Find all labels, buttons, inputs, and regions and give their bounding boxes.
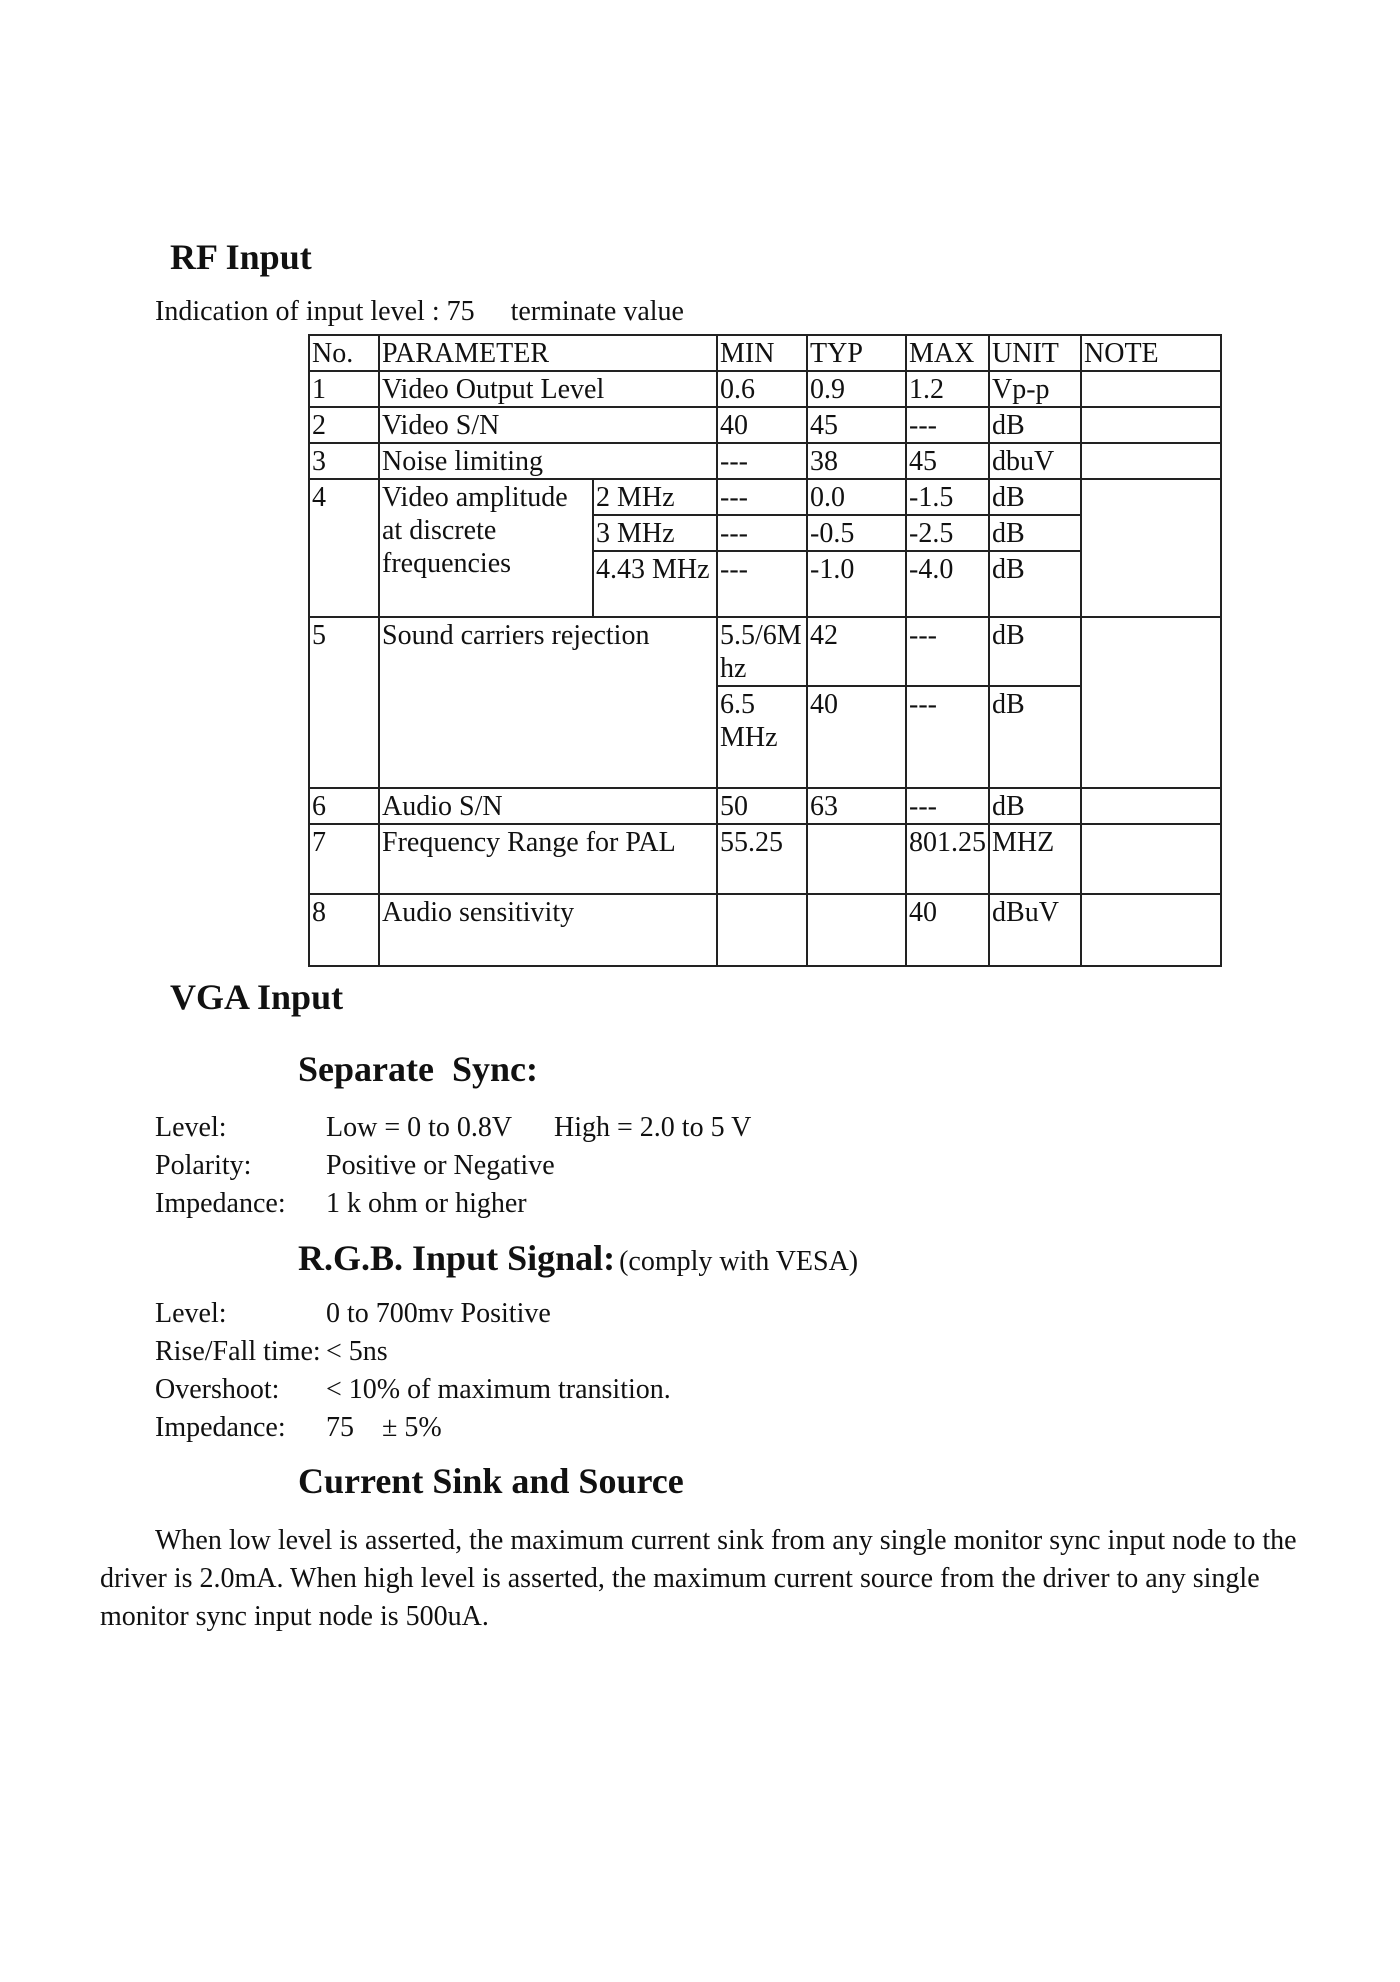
cell-min: 5.5/6Mhz [717,617,807,686]
header-parameter: PARAMETER [379,335,717,371]
cell-unit: dB [989,551,1081,617]
current-sink-paragraph: When low level is asserted, the maximum current sink from any single monitor sync input node to the driver is 2.0mA. When high level is asserted, the maximum current source from the driver to any single monitor sync input node is 500uA. [100,1525,1297,1632]
rf-input-title: RF Input [170,237,312,277]
cell-max: -2.5 [906,515,989,551]
cell-min: --- [717,443,807,479]
cell-typ: 45 [807,407,906,443]
cell-unit: dB [989,515,1081,551]
rgb-impedance-row [155,1409,1055,1447]
cell-parameter: Video amplitude at discrete frequencies [379,479,593,617]
sync-polarity-label: Polarity: [155,1150,252,1181]
cell-no: 5 [309,617,379,788]
sync-impedance-label: Impedance: [155,1188,286,1219]
rgb-signal-title: R.G.B. Input Signal: [298,1238,616,1278]
cell-typ: 63 [807,788,906,824]
cell-max: -1.5 [906,479,989,515]
cell-parameter: Noise limiting [379,443,717,479]
header-min: MIN [717,335,807,371]
cell-max: --- [906,407,989,443]
cell-min: 6.5 MHz [717,686,807,788]
current-sink-title: Current Sink and Source [298,1461,684,1501]
cell-typ: -0.5 [807,515,906,551]
cell-note [1081,788,1221,824]
cell-parameter: Audio sensitivity [379,894,717,966]
cell-typ: 42 [807,617,906,686]
sync-polarity-value: Positive or Negative [326,1150,555,1181]
cell-typ: -1.0 [807,551,906,617]
cell-min: --- [717,551,807,617]
rgb-rise-value: < 5ns [326,1336,388,1367]
cell-max: 45 [906,443,989,479]
header-typ: TYP [807,335,906,371]
sync-level-high: High = 2.0 to 5 V [554,1112,752,1143]
rgb-signal-heading [298,1237,858,1279]
cell-no: 6 [309,788,379,824]
cell-no: 1 [309,371,379,407]
rgb-overshoot-value: < 10% of maximum transition. [326,1374,671,1405]
cell-note [1081,371,1221,407]
cell-no: 8 [309,894,379,966]
cell-frequency: 3 MHz [593,515,717,551]
cell-note [1081,894,1221,966]
header-unit: UNIT [989,335,1081,371]
cell-unit: dB [989,788,1081,824]
cell-min: --- [717,479,807,515]
cell-no: 3 [309,443,379,479]
cell-no: 4 [309,479,379,617]
cell-min [717,894,807,966]
rgb-level-row [155,1295,1055,1333]
rgb-rise-row [155,1333,1055,1371]
rgb-impedance-value: 75 ± 5% [326,1412,442,1443]
sync-impedance-value: 1 k ohm or higher [326,1188,527,1219]
cell-max: 1.2 [906,371,989,407]
rgb-signal-note: (comply with VESA) [619,1246,859,1277]
cell-note [1081,824,1221,894]
rgb-impedance-label: Impedance: [155,1412,286,1443]
cell-note [1081,617,1221,788]
cell-parameter: Audio S/N [379,788,717,824]
cell-no: 2 [309,407,379,443]
cell-unit: Vp-p [989,371,1081,407]
cell-unit: MHZ [989,824,1081,894]
cell-typ [807,824,906,894]
table-row [309,371,1221,407]
cell-min: --- [717,515,807,551]
header-max: MAX [906,335,989,371]
cell-max: 40 [906,894,989,966]
vga-input-title: VGA Input [170,977,344,1017]
cell-note [1081,479,1221,617]
table-row [309,617,1221,686]
rf-note-suffix: terminate value [510,296,684,327]
cell-unit: dB [989,407,1081,443]
table-row [309,479,1221,515]
header-no: No. [309,335,379,371]
sync-polarity-row [155,1147,1055,1185]
rgb-overshoot-row [155,1371,1055,1409]
cell-typ [807,894,906,966]
rgb-level-label: Level: [155,1298,227,1329]
rgb-overshoot-label: Overshoot: [155,1374,280,1405]
table-row [309,407,1221,443]
cell-typ: 0.9 [807,371,906,407]
cell-max: --- [906,617,989,686]
table-header-row [309,335,1221,371]
sync-level-low: Low = 0 to 0.8V [326,1112,513,1143]
cell-parameter: Video S/N [379,407,717,443]
sync-impedance-row [155,1185,1055,1223]
cell-unit: dB [989,617,1081,686]
cell-min: 50 [717,788,807,824]
cell-frequency: 2 MHz [593,479,717,515]
cell-parameter: Video Output Level [379,371,717,407]
cell-unit: dBuV [989,894,1081,966]
rf-spec-table [308,334,1222,967]
table-row [309,788,1221,824]
cell-parameter: Frequency Range for PAL [379,824,717,894]
table-row [309,443,1221,479]
cell-unit: dB [989,686,1081,788]
cell-min: 40 [717,407,807,443]
cell-no: 7 [309,824,379,894]
header-note: NOTE [1081,335,1221,371]
cell-note [1081,443,1221,479]
table-row [309,894,1221,966]
cell-frequency: 4.43 MHz [593,551,717,617]
cell-max: --- [906,686,989,788]
cell-unit: dB [989,479,1081,515]
cell-parameter: Sound carriers rejection [379,617,717,788]
cell-typ: 0.0 [807,479,906,515]
cell-min: 55.25 [717,824,807,894]
table-row [309,824,1221,894]
cell-typ: 38 [807,443,906,479]
separate-sync-title: Separate Sync: [298,1049,538,1089]
cell-unit: dbuV [989,443,1081,479]
cell-max: 801.25 [906,824,989,894]
sync-level-label: Level: [155,1112,227,1143]
cell-typ: 40 [807,686,906,788]
rf-input-note [155,296,684,328]
rgb-rise-label: Rise/Fall time: [155,1336,321,1367]
rf-note-prefix: Indication of input level : 75 [155,296,475,327]
cell-max: --- [906,788,989,824]
cell-max: -4.0 [906,551,989,617]
cell-min: 0.6 [717,371,807,407]
sync-level-row [155,1109,1055,1147]
cell-note [1081,407,1221,443]
rgb-level-value: 0 to 700mv Positive [326,1298,551,1329]
